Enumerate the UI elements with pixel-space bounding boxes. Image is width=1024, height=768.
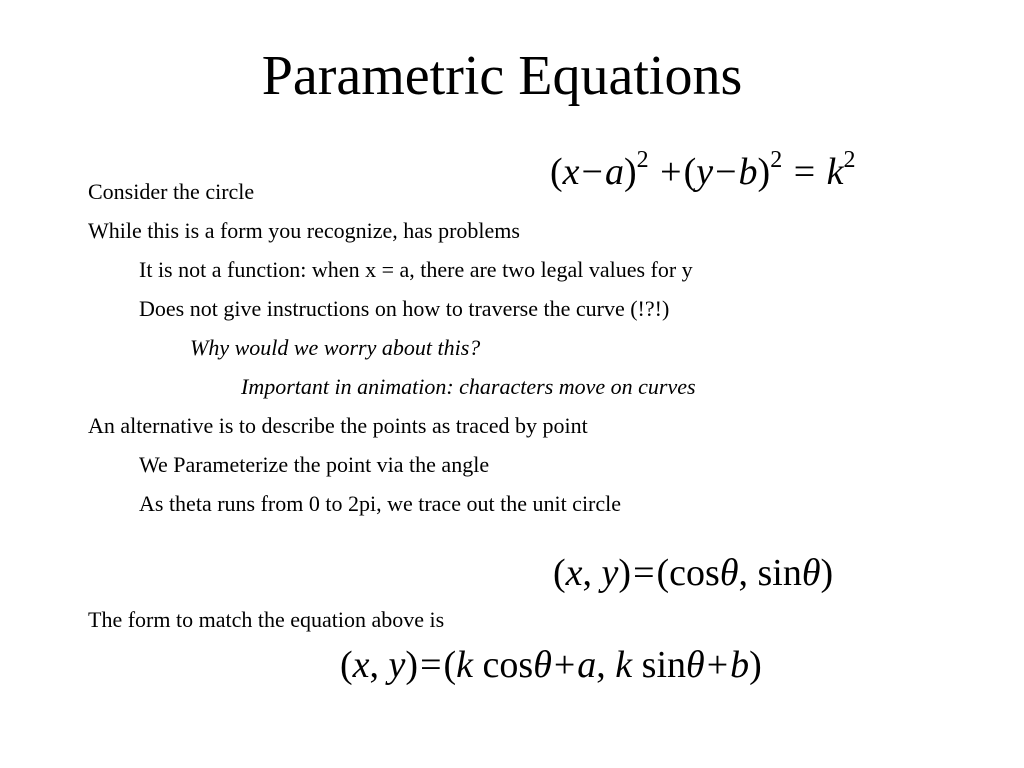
- bullet-consider-circle: Consider the circle: [88, 179, 255, 204]
- bullet-animation: Important in animation: characters move on curves: [241, 374, 696, 399]
- bullet-not-function: It is not a function: when x = a, there are two legal values for y: [139, 257, 693, 282]
- bullet-alternative: An alternative is to describe the points as traced by point: [88, 413, 588, 438]
- bullet-no-traverse: Does not give instructions on how to traverse the curve (!?!): [139, 296, 670, 321]
- bullet-parameterize: We Parameterize the point via the angle: [139, 452, 490, 477]
- bullet-form-problems: While this is a form you recognize, has problems: [88, 218, 520, 243]
- bullet-why-worry: Why would we worry about this?: [190, 335, 481, 360]
- equation-general-param: (x, y)=(k cosθ+a, k sinθ+b): [340, 644, 762, 686]
- equation-circle: $(x-a)^2 +(y-b)^2 = k^2$: [550, 147, 856, 193]
- bullet-form-match: The form to match the equation above is: [88, 607, 445, 632]
- bullet-theta-runs: As theta runs from 0 to 2pi, we trace out the unit circle: [139, 491, 622, 516]
- slide-title: Parametric Equations: [261, 45, 743, 107]
- equation-unit-param: (x, y)=(cosθ, sinθ): [553, 552, 834, 594]
